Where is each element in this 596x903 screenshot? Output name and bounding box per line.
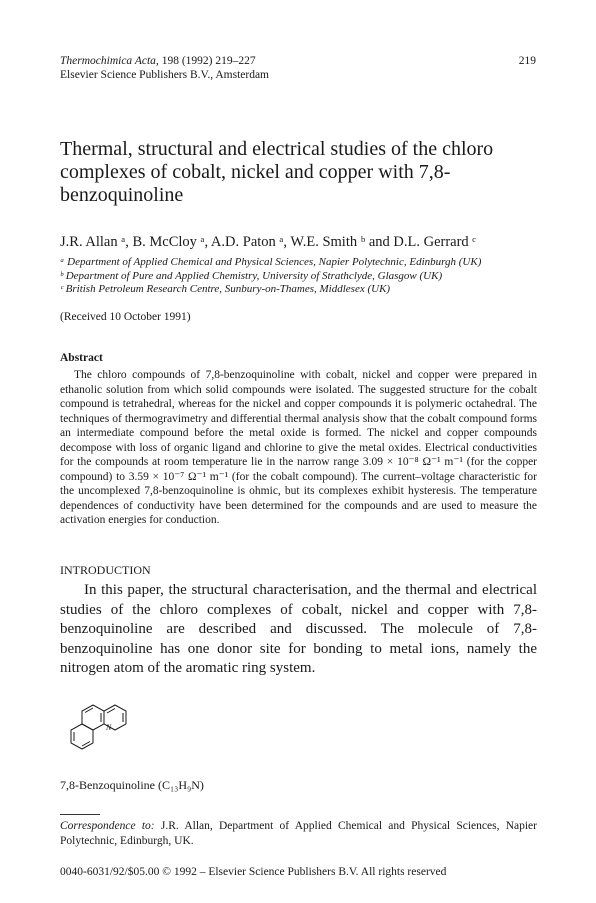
abstract [60,368,537,528]
abstract-heading: Abstract [60,352,103,364]
journal-citation: 198 (1992) 219–227 [158,55,256,67]
journal-header [60,54,536,82]
publisher: Elsevier Science Publishers B.V., Amsterdam [60,69,269,81]
correspondence-label: Correspondence to: [60,820,155,832]
footnote-rule [60,814,100,815]
affiliation-c: ᶜ British Petroleum Research Centre, Sunbury-on-Thames, Middlesex (UK) [60,283,391,296]
copyright-footer: 0040-6031/92/$05.00 © 1992 – Elsevier Science Publishers B.V. All rights reserved [60,866,447,878]
introduction-heading: INTRODUCTION [60,563,151,577]
article-title: Thermal, structural and electrical studies of the chloro complexes of cobalt, nickel and copper with 7,8-benzoquinoline [60,138,494,206]
structure-caption: 7,8-Benzoquinoline (C₁₃H₉N) [60,778,204,792]
affiliation-a: ᵃ Department of Applied Chemical and Physical Sciences, Napier Polytechnic, Edinburgh (UK) [60,256,482,268]
nitrogen-label: N [106,723,112,732]
introduction [60,581,537,679]
author-list: J.R. Allan ᵃ, B. McCloy ᵃ, A.D. Paton ᵃ, W.E. Smith ᵇ and D.L. Gerrard ᶜ [60,234,477,250]
correspondence [60,819,537,849]
benzoquinoline-structure-drawing [58,698,138,776]
page-number: 219 [518,55,536,67]
affiliations [60,256,540,297]
introduction-text: In this paper, the structural characterisation, and the thermal and electrical studies of the chloro complexes of cobalt, nickel and copper with 7,8-benzoquinoline are described and discussed. The molecule of 7,8-benzoquinoline has one donor site for bonding to metal ions, namely the nitrogen atom of the aromatic ring system. [60,582,537,676]
received-date: (Received 10 October 1991) [60,311,191,323]
benzoquinoline-structure [58,698,138,781]
correspondence-text: J.R. Allan, Department of Applied Chemical and Physical Sciences, Napier Polytechnic, Edinburgh, UK. [60,820,537,847]
abstract-text: The chloro compounds of 7,8-benzoquinoline with cobalt, nickel and copper were prepared in ethanolic solution from which solid compounds were isolated. The suggested structure for the cobalt compound is tetrahedral, whereas for the nickel and copper compounds it is polymeric octahedral. The techniques of thermogravimetry and differential thermal analysis show that the cobalt compound forms an intermediate compound before the metal oxide is formed. The nickel and copper compounds decompose with loss of organic ligand and chlorine to give the metal oxides. Electrical conductivities for the compounds at room temperature lie in the narrow range 3.09 × 10⁻⁸ Ω⁻¹ m⁻¹ (for the copper compound) to 3.59 × 10⁻⁷ Ω⁻¹ m⁻¹ (for the cobalt compound). The current–voltage characteristic for the uncomplexed 7,8-benzoquinoline is ohmic, but its complexes exhibit hysteresis. The temperature dependences of conductivity have been determined for the compounds and are used to measure the activation energies for conduction. [60,369,537,526]
journal-name: Thermochimica Acta, [60,55,159,67]
affiliation-b: ᵇ Department of Pure and Applied Chemistry, University of Strathclyde, Glasgow (UK) [60,269,443,282]
